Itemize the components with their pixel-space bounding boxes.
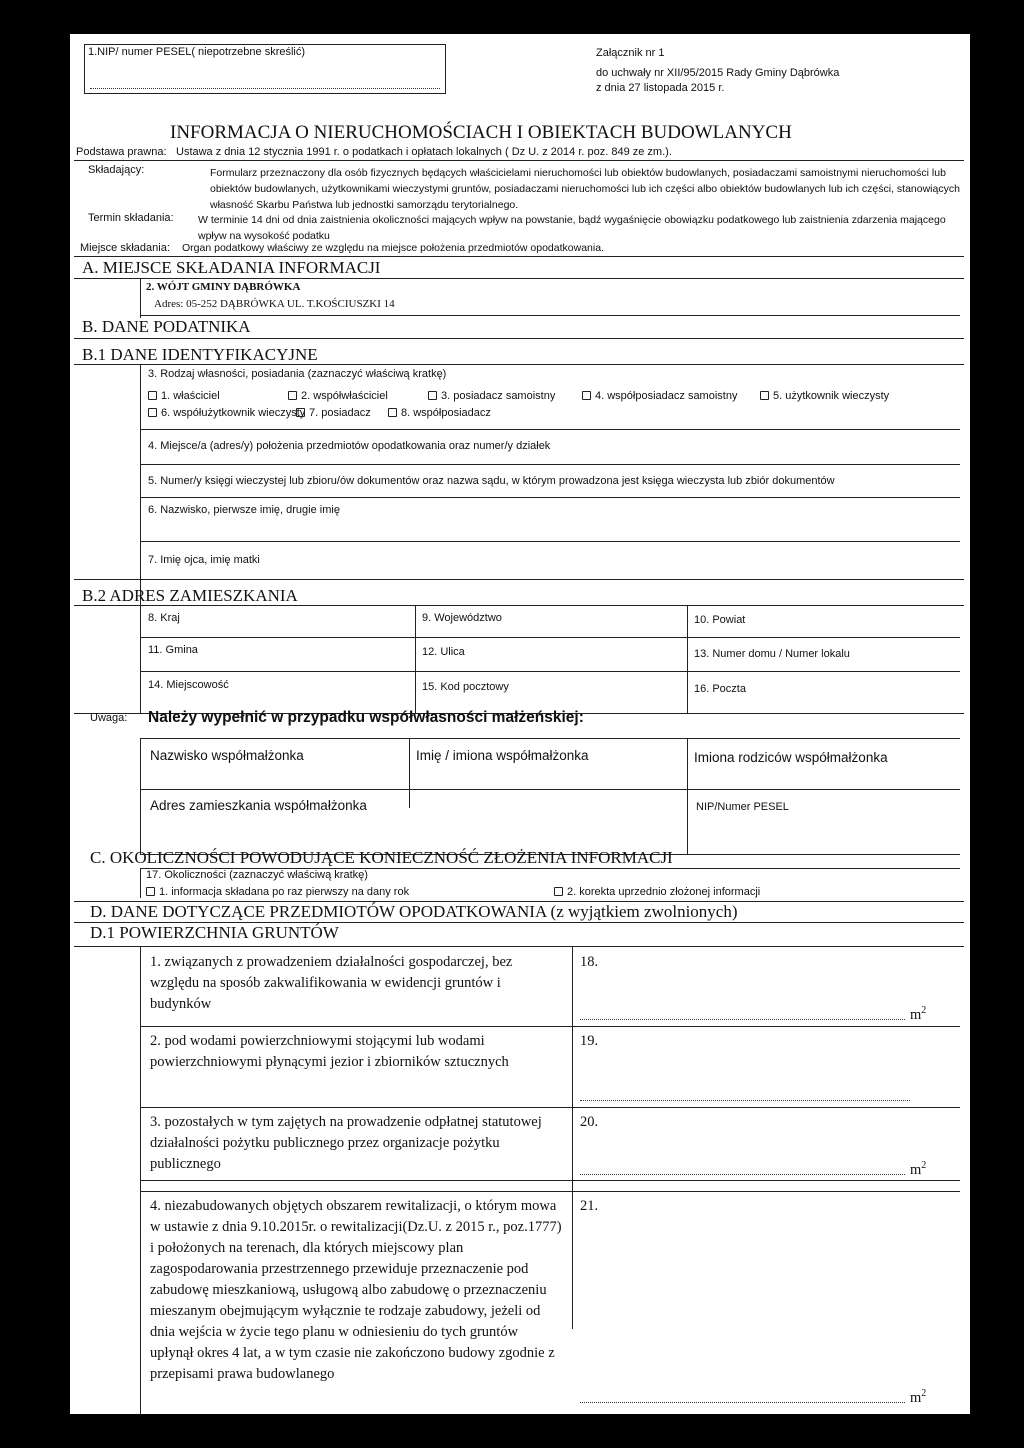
rule <box>140 789 960 790</box>
rule <box>415 605 416 713</box>
legal-basis-label: Podstawa prawna: <box>76 146 167 158</box>
section-d1-title: D.1 POWIERZCHNIA GRUNTÓW <box>90 923 339 942</box>
postal-code-field[interactable]: 15. Kod pocztowy <box>422 681 509 693</box>
place-text: Organ podatkowy właściwy ze względu na miejsce położenia przedmiotów opodatkowania. <box>182 242 604 254</box>
ownership-option-label: 7. posiadacz <box>309 407 371 419</box>
checkbox-icon[interactable] <box>148 391 157 400</box>
ownership-option-label: 5. użytkownik wieczysty <box>773 390 890 402</box>
house-number-field[interactable]: 13. Numer domu / Numer lokalu <box>694 648 850 660</box>
field-21-label: 21. <box>580 1198 599 1214</box>
deadline-text: W terminie 14 dni od dnia zaistnienia okoliczności mających wpływ na powstanie, bądź wygaśnięcie obowiązku podatkowego lub zaistnienia zdarzenia mającego wpływ na wysokość podatku <box>198 214 946 242</box>
land-row-revitalization: 4. niezabudowanych objętych obszarem rewitalizacji, o którym mowa w ustawie z dnia 9.10.2015r. o rewitalizacji(Dz.U. z 2015 r., poz.1777) i położonych na terenach, dla których miejscowy plan zagospodarowania przestrzennego przewiduje przeznaczenie pod zabudowę mieszkaniową, usługową albo zabudowę o przeznaczeniu mieszanym obejmującym wyłącznie te rodzaje zabudowy, jeżeli od dnia wejścia w życie tego planu w odniesieniu do tych gruntów upłynął okres 4 lat, a w tym czasie nie zakończono budowy zgodnie z przepisami prawa budowlanego <box>150 1198 562 1382</box>
spouse-parents-field[interactable]: Imiona rodziców współmałżonka <box>694 750 888 765</box>
first-time-option[interactable] <box>146 886 409 899</box>
rule <box>74 338 964 339</box>
land-row-business: 1. związanych z prowadzeniem działalności gospodarczej, bez względu na sposób zakwalifikowania w ewidencji gruntów i budynków <box>150 954 513 1012</box>
checkbox-icon[interactable] <box>288 391 297 400</box>
ownership-option-6[interactable] <box>148 407 305 420</box>
attachment-line1: Załącznik nr 1 <box>596 47 665 59</box>
location-label: 4. Miejsce/a (adres/y) położenia przedmiotów opodatkowania oraz numer/y działek <box>148 440 551 452</box>
ownership-option-3[interactable] <box>428 390 555 403</box>
unit-label: m <box>910 1161 922 1178</box>
field-21-input[interactable] <box>580 1402 905 1403</box>
section-b-title: B. DANE PODATNIKA <box>82 317 251 336</box>
ownership-option-5[interactable] <box>760 390 889 403</box>
unit-exponent: 2 <box>921 1160 927 1171</box>
rule <box>74 946 964 947</box>
checkbox-icon[interactable] <box>146 887 155 896</box>
section-a-title: A. MIEJSCE SKŁADANIA INFORMACJI <box>82 258 381 277</box>
parents-label: 7. Imię ojca, imię matki <box>148 554 260 566</box>
unit-exponent: 2 <box>921 1005 927 1016</box>
rule <box>74 605 964 606</box>
unit-label: m <box>910 1006 922 1023</box>
rule <box>74 579 964 580</box>
country-field[interactable]: 8. Kraj <box>148 612 180 624</box>
field-18-input[interactable] <box>580 1019 905 1020</box>
attachment-line2: do uchwały nr XII/95/2015 Rady Gminy Dąbrówka <box>596 67 840 79</box>
section-d-title: D. DANE DOTYCZĄCE PRZEDMIOTÓW OPODATKOWANIA (z wyjątkiem zwolnionych) <box>90 902 738 921</box>
rule <box>140 315 960 316</box>
rule <box>687 605 688 713</box>
form-title: INFORMACJA O NIERUCHOMOŚCIACH I OBIEKTACH BUDOWLANYCH <box>170 122 792 143</box>
land-row-water: 2. pod wodami powierzchniowymi stojącymi lub wodami powierzchniowymi płynącymi jezior i zbiorników sztucznych <box>150 1033 509 1070</box>
rule <box>140 497 960 498</box>
checkbox-icon[interactable] <box>296 408 305 417</box>
tax-office-address: Adres: 05-252 DĄBRÓWKA UL. T.KOŚCIUSZKI 14 <box>154 298 395 310</box>
field-20-label: 20. <box>580 1114 599 1130</box>
spouse-address-field[interactable]: Adres zamieszkania współmałżonka <box>150 798 367 813</box>
rule <box>140 541 960 542</box>
rule <box>74 160 964 161</box>
section-c-title: C. OKOLICZNOŚCI POWODUJĄCE KONIECZNOŚĆ ZŁOŻENIA INFORMACJI <box>90 848 673 867</box>
spouse-first-name-field[interactable]: Imię / imiona współmałżonka <box>416 748 589 763</box>
rule <box>140 1180 960 1181</box>
form-sheet <box>70 34 970 1414</box>
checkbox-icon[interactable] <box>428 391 437 400</box>
submitter-text: Formularz przeznaczony dla osób fizycznych będących właścicielami nieruchomości lub obiektów budowlanych, posiadaczami samoistnymi nieruchomości lub obiektów budowlanych, użytkownikami wieczystymi gruntów, posiadaczami nieruchomości lub ich części albo obiektów budowlanych lub ich części, stanowiących własność Skarbu Państwa lub jednostki samorządu terytorialnego. <box>210 167 960 211</box>
land-registry-label: 5. Numer/y księgi wieczystej lub zbioru/ów dokumentów oraz nazwa sądu, w którym prowadzona jest księga wieczysta lub zbiór dokumentów <box>148 475 835 487</box>
ownership-option-label: 1. właściciel <box>161 390 220 402</box>
rule <box>140 868 141 898</box>
attachment-line3: z dnia 27 listopada 2015 r. <box>596 82 725 94</box>
unit-m2 <box>910 1000 926 1026</box>
submitter-label: Składający: <box>88 164 145 176</box>
rule <box>140 364 141 624</box>
checkbox-icon[interactable] <box>582 391 591 400</box>
rule <box>140 671 960 672</box>
spouse-surname-field[interactable]: Nazwisko współmałżonka <box>150 748 304 763</box>
field-19-label: 19. <box>580 1033 599 1049</box>
field-18-label: 18. <box>580 954 599 970</box>
field-19-input[interactable] <box>580 1100 910 1101</box>
ownership-option-label: 6. współużytkownik wieczysty <box>161 407 306 419</box>
circumstance-option-label: 1. informacja składana po raz pierwszy na dany rok <box>159 886 410 898</box>
checkbox-icon[interactable] <box>388 408 397 417</box>
unit-m2 <box>910 1155 926 1181</box>
rule <box>140 464 960 465</box>
ownership-option-label: 3. posiadacz samoistny <box>441 390 556 402</box>
rule <box>140 1107 960 1108</box>
nip-pesel-fill-line <box>90 88 440 89</box>
voivodeship-field[interactable]: 9. Województwo <box>422 612 502 624</box>
unit-label: m <box>910 1389 922 1406</box>
checkbox-icon[interactable] <box>554 887 563 896</box>
unit-m2 <box>910 1383 926 1409</box>
section-b1-title: B.1 DANE IDENTYFIKACYJNE <box>82 345 318 364</box>
rule <box>140 738 960 739</box>
name-label: 6. Nazwisko, pierwsze imię, drugie imię <box>148 504 340 516</box>
rule <box>140 738 141 854</box>
rule <box>140 1191 960 1192</box>
circumstances-label: 17. Okoliczności (zaznaczyć właściwą kratkę) <box>146 869 368 881</box>
correction-option[interactable] <box>554 886 760 899</box>
ownership-option-2[interactable] <box>288 390 388 403</box>
county-field[interactable]: 10. Powiat <box>694 614 746 626</box>
rule <box>140 605 141 713</box>
post-office-field[interactable]: 16. Poczta <box>694 683 746 695</box>
locality-field[interactable]: 14. Miejscowość <box>148 679 229 691</box>
unit-exponent: 2 <box>921 1388 927 1399</box>
place-label: Miejsce składania: <box>80 242 170 254</box>
nip-pesel-label: 1.NIP/ numer PESEL( niepotrzebne skreślić) <box>88 46 306 58</box>
ownership-option-1[interactable] <box>148 390 220 403</box>
ownership-option-4[interactable] <box>582 390 737 403</box>
section-b2-title: B.2 ADRES ZAMIESZKANIA <box>82 586 298 605</box>
ownership-option-8[interactable] <box>388 407 491 420</box>
rule <box>74 278 964 279</box>
note-text: Należy wypełnić w przypadku współwłasności małżeńskiej: <box>148 709 584 726</box>
field-20-input[interactable] <box>580 1174 905 1175</box>
rule <box>140 637 960 638</box>
checkbox-icon[interactable] <box>148 408 157 417</box>
commune-field[interactable]: 11. Gmina <box>148 644 198 656</box>
deadline-label: Termin składania: <box>88 212 174 224</box>
checkbox-icon[interactable] <box>760 391 769 400</box>
spouse-pesel-field[interactable]: NIP/Numer PESEL <box>696 801 789 813</box>
rule <box>140 429 960 430</box>
ownership-option-label: 8. współposiadacz <box>401 407 491 419</box>
ownership-label: 3. Rodzaj własności, posiadania (zaznaczyć właściwą kratkę) <box>148 368 447 380</box>
ownership-option-label: 2. współwłaściciel <box>301 390 388 402</box>
rule <box>687 738 688 854</box>
tax-office-name: 2. WÓJT GMINY DĄBRÓWKA <box>146 281 301 293</box>
legal-basis-text: Ustawa z dnia 12 stycznia 1991 r. o podatkach i opłatach lokalnych ( Dz U. z 2014 r. poz. 849 ze zm.). <box>176 146 672 158</box>
ownership-option-7[interactable] <box>296 407 371 420</box>
street-field[interactable]: 12. Ulica <box>422 646 465 658</box>
rule <box>140 1026 960 1027</box>
land-row-public-benefit: 3. pozostałych w tym zajętych na prowadzenie odpłatnej statutowej działalności pożytku publicznego przez organizacje pożytku publicznego <box>150 1114 542 1172</box>
rule <box>140 278 141 318</box>
circumstance-option-label: 2. korekta uprzednio złożonej informacji <box>567 886 761 898</box>
rule <box>74 256 964 257</box>
rule <box>572 946 573 1329</box>
note-label: Uwaga: <box>90 712 128 724</box>
ownership-option-label: 4. współposiadacz samoistny <box>595 390 738 402</box>
rule <box>409 738 410 808</box>
rule <box>74 364 964 365</box>
